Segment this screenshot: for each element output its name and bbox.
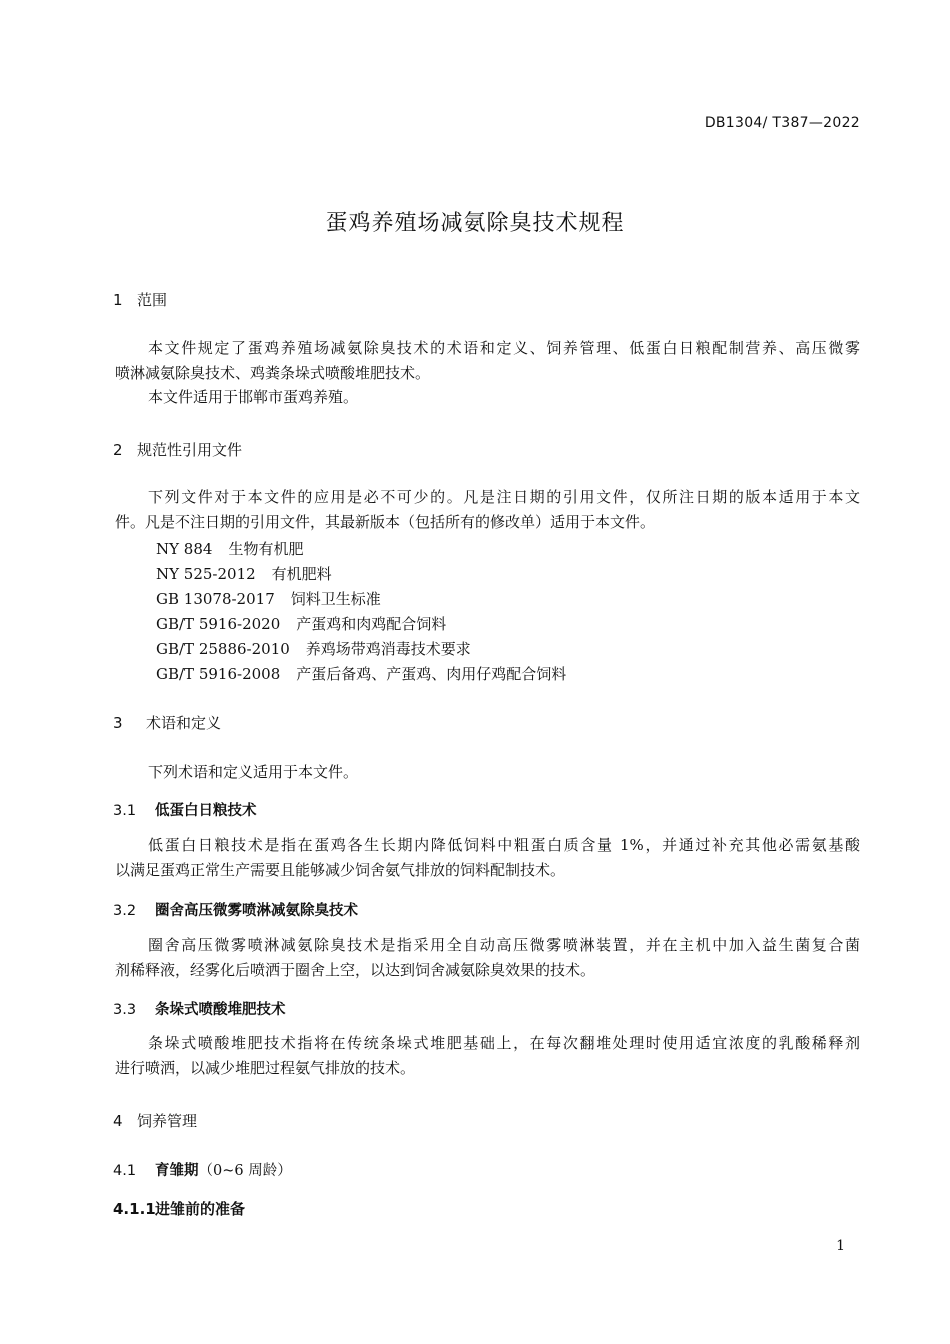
subsection-4-1-1-heading: [113, 1198, 245, 1219]
reference-code: GB 13078-2017: [156, 590, 275, 608]
reference-name: 有机肥料: [271, 565, 332, 583]
section-number: 4: [113, 1112, 123, 1130]
subsection-title: 圈舍高压微雾喷淋减氨除臭技术: [155, 903, 358, 919]
subsection-title: 进雏前的准备: [155, 1200, 246, 1218]
section-1-paragraph-2: 本文件适用于邯郸市蛋鸡养殖。: [148, 388, 359, 406]
subsection-number: 3.1: [113, 803, 137, 819]
subsection-3-1-heading: [113, 799, 257, 820]
reference-item: [156, 613, 446, 634]
reference-item: [156, 563, 332, 584]
reference-name: 产蛋鸡和肉鸡配合饲料: [296, 615, 447, 633]
paragraph-line: 条垛式喷酸堆肥技术指将在传统条垛式堆肥基础上，在每次翻堆处理时使用适宜浓度的乳酸稀释剂: [148, 1034, 860, 1052]
reference-name: 饲料卫生标准: [290, 590, 381, 608]
reference-name: 养鸡场带鸡消毒技术要求: [305, 640, 471, 658]
subsection-title: 低蛋白日粮技术: [155, 803, 257, 819]
section-2-paragraph-1: [115, 485, 860, 535]
section-3-intro: 下列术语和定义适用于本文件。: [148, 763, 359, 781]
section-title: 饲养管理: [137, 1112, 198, 1130]
reference-item: [156, 638, 471, 659]
section-number: 1: [113, 291, 123, 309]
section-1-heading: [113, 289, 167, 310]
paragraph-line: 进行喷洒，以减少堆肥过程氨气排放的技术。: [115, 1059, 416, 1077]
section-2-heading: [113, 439, 242, 460]
reference-code: GB/T 5916-2020: [156, 615, 281, 633]
reference-item: [156, 588, 381, 609]
paragraph-line: 圈舍高压微雾喷淋减氨除臭技术是指采用全自动高压微雾喷淋装置，并在主机中加入益生菌复合菌: [148, 936, 860, 954]
paragraph-line: 喷淋减氨除臭技术、鸡粪条垛式喷酸堆肥技术。: [115, 364, 431, 382]
paragraph-line: 以满足蛋鸡正常生产需要且能够减少饲舍氨气排放的饲料配制技术。: [115, 861, 566, 879]
section-3-heading: [113, 712, 221, 733]
paragraph-line: 本文件规定了蛋鸡养殖场减氨除臭技术的术语和定义、饲养管理、低蛋白日粮配制营养、高压微雾: [148, 339, 860, 357]
section-1-paragraph-1: [115, 336, 860, 386]
section-4-heading: [113, 1110, 197, 1131]
reference-name: 生物有机肥: [228, 540, 304, 558]
reference-item: [156, 663, 566, 684]
reference-name: 产蛋后备鸡、产蛋鸡、肉用仔鸡配合饲料: [296, 665, 567, 683]
subsection-3-3-heading: [113, 998, 286, 1019]
reference-code: NY 525-2012: [156, 565, 256, 583]
section-title: 术语和定义: [146, 714, 222, 732]
subsection-4-1-heading: [113, 1159, 292, 1180]
paragraph-line: 下列文件对于本文件的应用是必不可少的。凡是注日期的引用文件，仅所注日期的版本适用于本文: [148, 488, 860, 506]
paragraph-line: 剂稀释液，经雾化后喷洒于圈舍上空，以达到饲舍减氨除臭效果的技术。: [115, 961, 596, 979]
subsection-title: 育雏期: [155, 1163, 199, 1179]
paragraph-line: 低蛋白日粮技术是指在蛋鸡各生长期内降低饲料中粗蛋白质含量 1%，并通过补充其他必需氨基酸: [148, 836, 860, 854]
page-title: 蛋鸡养殖场减氨除臭技术规程: [325, 211, 625, 236]
page-number: 1: [836, 1238, 845, 1254]
reference-code: GB/T 25886-2010: [156, 640, 290, 658]
subsection-title: 条垛式喷酸堆肥技术: [155, 1002, 286, 1018]
subsection-title-suffix: （0~6 周龄）: [198, 1163, 292, 1179]
section-title: 规范性引用文件: [137, 441, 243, 459]
document-id: DB1304/ T387—2022: [704, 115, 860, 131]
subsection-number: 4.1.1: [113, 1200, 156, 1218]
subsection-3-2-paragraph: [115, 933, 860, 983]
subsection-number: 3.3: [113, 1002, 137, 1018]
section-title: 范围: [137, 291, 168, 309]
subsection-number: 4.1: [113, 1163, 137, 1179]
reference-code: NY 884: [156, 540, 213, 558]
reference-code: GB/T 5916-2008: [156, 665, 281, 683]
reference-item: [156, 538, 303, 559]
subsection-3-2-heading: [113, 899, 358, 920]
subsection-number: 3.2: [113, 903, 137, 919]
section-number: 3: [113, 714, 123, 732]
subsection-3-1-paragraph: [115, 833, 860, 883]
section-number: 2: [113, 441, 123, 459]
subsection-3-3-paragraph: [115, 1031, 860, 1081]
paragraph-line: 件。凡是不注日期的引用文件，其最新版本（包括所有的修改单）适用于本文件。: [115, 513, 656, 531]
